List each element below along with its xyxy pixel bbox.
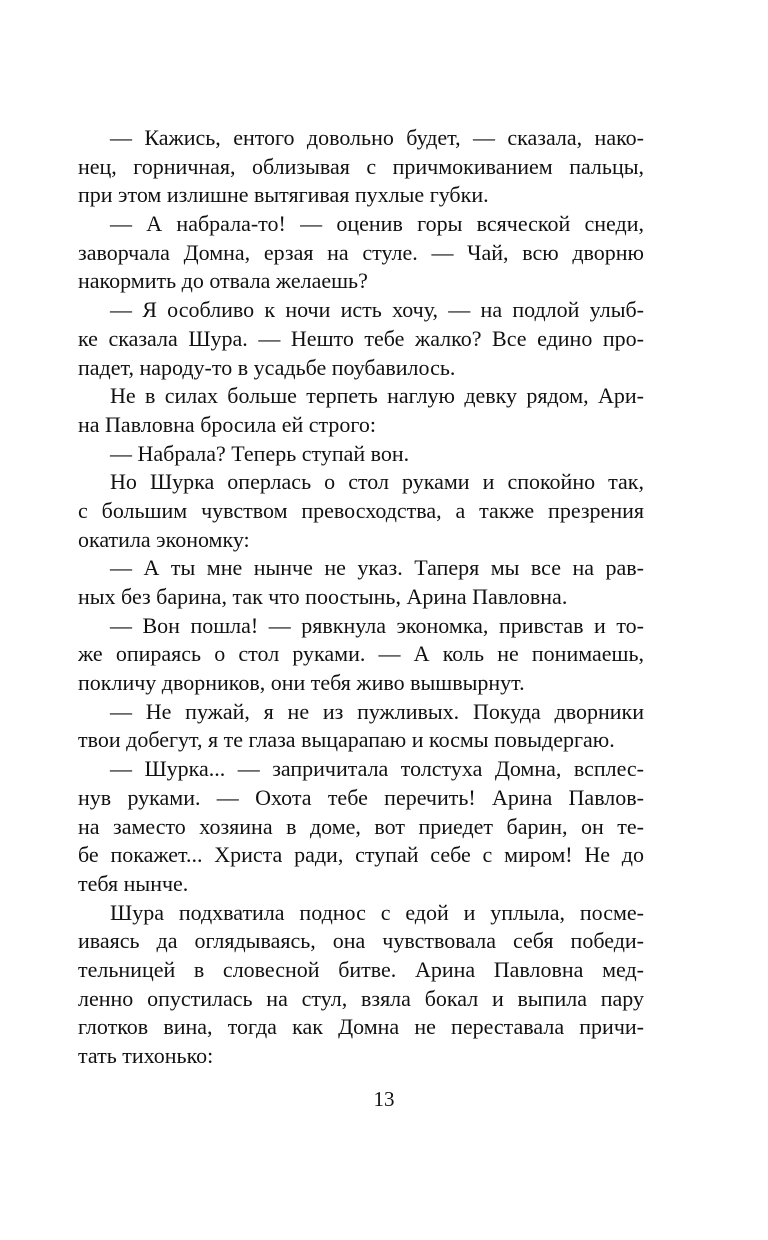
text-line: накормить до отвала желаешь? [78,268,368,294]
text-line: тать тихонько: [78,1043,214,1068]
text-line: ных без барина, так что поостынь, Арина Павловна. [78,584,568,609]
text-line: — А ты мне нынче не указ. Таперя мы все на рав- [110,555,644,581]
text-line: Но Шурка оперлась о стол руками и спокойно так, [110,469,644,495]
page-number: 13 [373,1087,395,1111]
text-line: — Кажись, ентого довольно будет, — сказала, нако- [110,125,644,150]
text-line: — Шурка... — запричитала толстуха Домна, всплес- [110,756,644,782]
text-line: твои добегут, я те глаза выцарапаю и космы повыдергаю. [78,727,615,753]
text-line: же опираясь о стол руками. — А коль не понимаешь, [78,641,644,667]
text-line: тебя нынче. [78,870,189,896]
text-line: Шура подхватила поднос с едой и уплыла, посме- [110,899,644,925]
text-line: ке сказала Шура. — Нешто тебе жалко? Все едино про- [78,325,644,351]
text-line: падет, народу-то в усадьбе поубавилось. [78,354,456,380]
text-line: на заместо хозяина в доме, вот приедет барин, он те- [78,813,644,839]
text-line: — Вон пошла! — рявкнула экономка, привстав и то- [110,612,644,638]
text-line: бе покажет... Христа ради, ступай себе с миром! Не до [78,842,644,868]
text-line: ленно опустилась на стул, взяла бокал и выпила пару [78,985,644,1011]
text-line: покличу дворников, они тебя живо вышвырнут. [78,670,525,696]
text-line: окатила экономку: [78,526,250,552]
text-line: — Я особливо к ночи исть хочу, — на подлой улыб- [110,297,644,323]
text-line: тельницей в словесной битве. Арина Павловна мед- [78,956,644,982]
text-line: с большим чувством превосходства, а также презрения [78,497,644,523]
text-line: Не в силах больше терпеть наглую девку рядом, Ари- [110,383,644,409]
text-line: на Павловна бросила ей строго: [78,411,376,437]
text-line: заворчала Домна, ерзая на стуле. — Чай, всю дворню [78,239,644,265]
text-line: глотков вина, тогда как Домна не переставала причи- [78,1014,644,1040]
text-line: нец, горничная, облизывая с причмокиванием пальцы, [78,153,644,179]
text-line: — Не пужай, я не из пужливых. Покуда дворники [110,698,644,724]
text-line: — Набрала? Теперь ступай вон. [110,440,410,466]
text-line: нув руками. — Охота тебе перечить! Арина Павлов- [78,784,644,810]
text-line: иваясь да оглядываясь, она чувствовала себя победи- [78,928,644,954]
text-line: при этом излишне вытягивая пухлые губки. [78,182,489,208]
text-line: — А набрала-то! — оценив горы всяческой снеди, [110,211,644,237]
page-body-text [78,124,644,1071]
